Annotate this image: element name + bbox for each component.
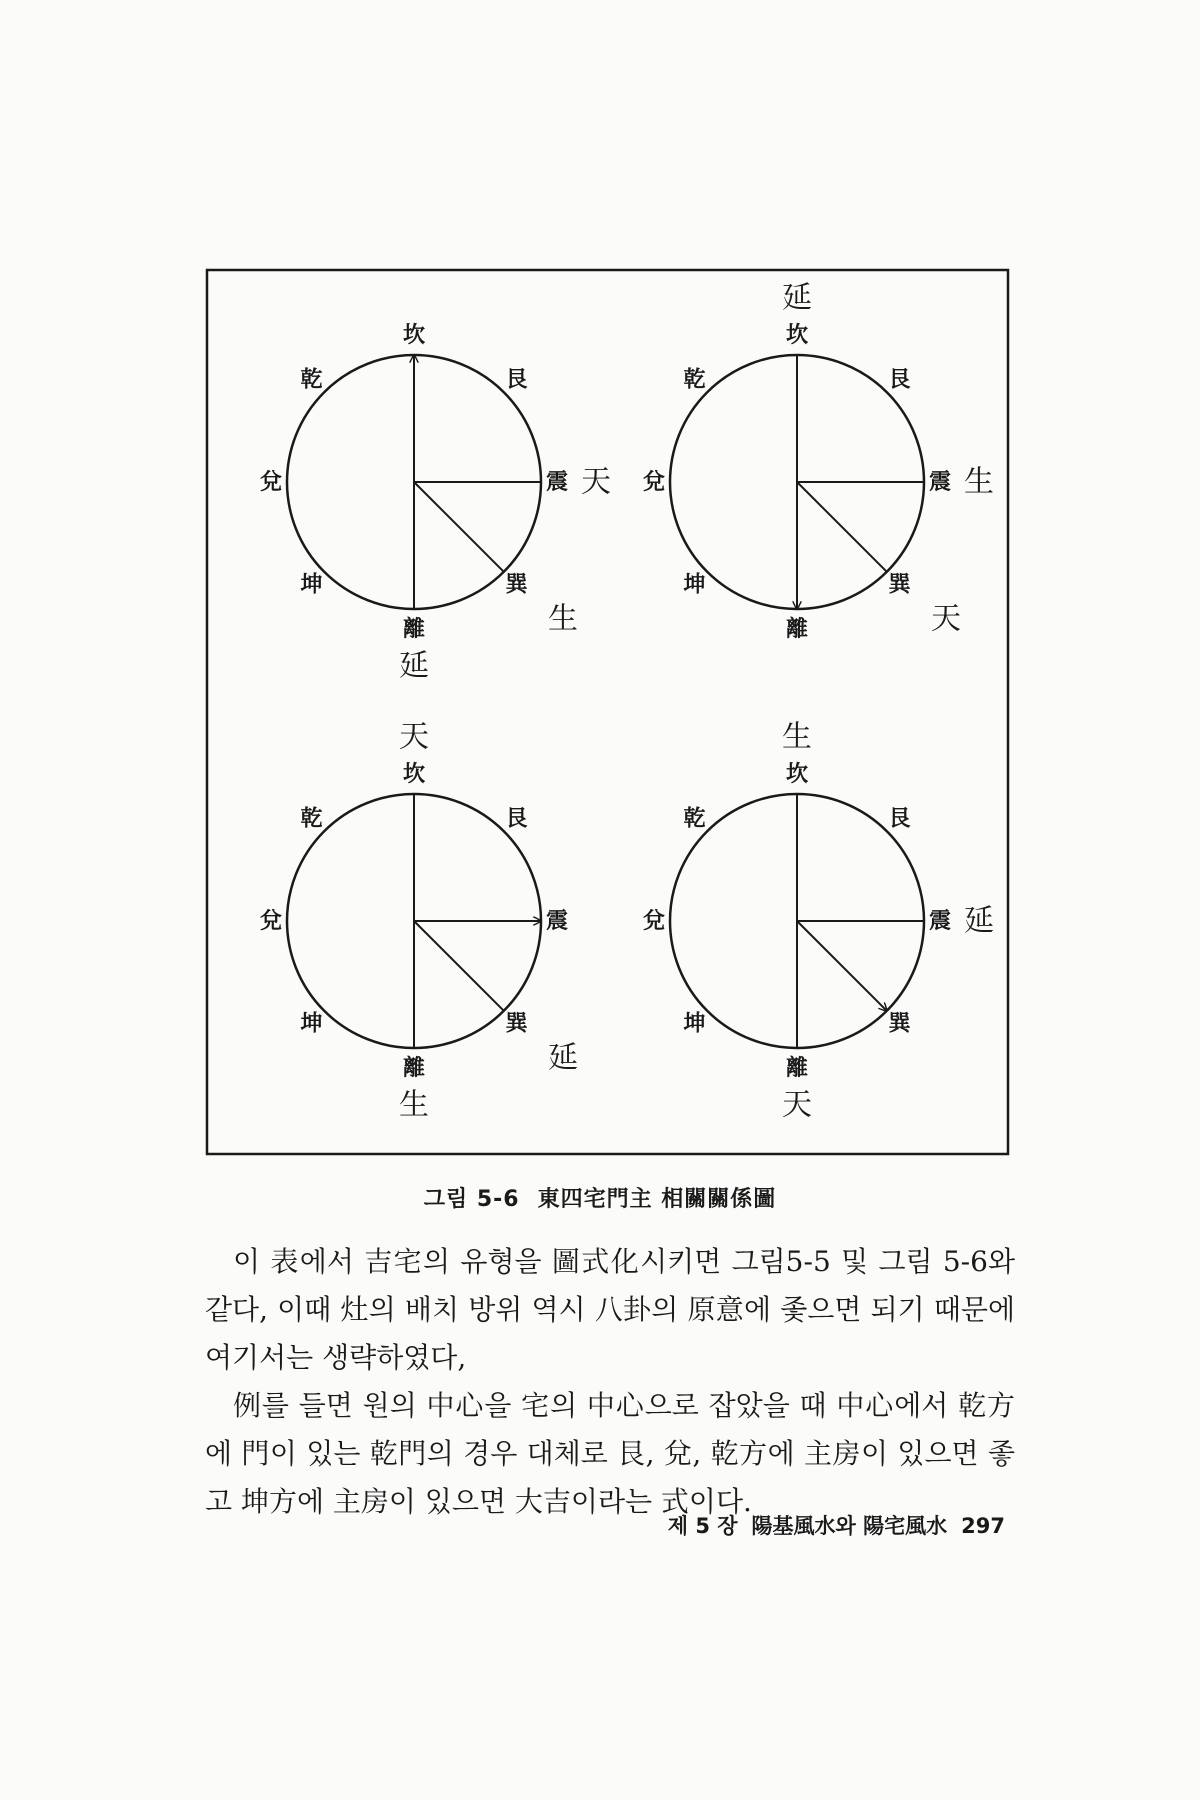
trigram-qian: 乾: [683, 366, 706, 393]
label-heaven: 天: [581, 464, 611, 500]
trigram-zhen: 震: [928, 469, 952, 495]
trigram-kan: 坎: [402, 761, 426, 787]
direction-line-southeast: [797, 482, 887, 572]
figure-diagram: [205, 268, 1010, 1156]
label-life: 生: [548, 601, 579, 637]
figure-caption: [0, 1182, 1200, 1213]
trigram-xun: 巽: [888, 571, 911, 598]
page-number: 297: [961, 1514, 1005, 1538]
figure: [205, 268, 1010, 1156]
trigram-kun: 坤: [300, 571, 323, 598]
trigram-zhen: 震: [545, 469, 569, 495]
trigram-qian: 乾: [300, 805, 323, 832]
trigram-li: 離: [785, 1055, 809, 1081]
trigram-kun: 坤: [300, 1010, 323, 1037]
trigram-dui: 兌: [259, 469, 283, 495]
label-longevity: 延: [782, 280, 812, 316]
trigram-qian: 乾: [683, 805, 706, 832]
trigram-xun: 巽: [888, 1010, 911, 1037]
trigram-gen: 艮: [505, 805, 528, 832]
compass-diagram-top-right: [643, 281, 994, 643]
trigram-zhen: 震: [928, 908, 952, 934]
body-text: [205, 1238, 1015, 1526]
trigram-dui: 兌: [642, 469, 666, 495]
trigram-li: 離: [402, 1055, 426, 1081]
trigram-dui: 兌: [642, 908, 666, 934]
trigram-xun: 巽: [505, 571, 528, 598]
trigram-li: 離: [402, 616, 426, 642]
label-longevity: 延: [399, 648, 429, 684]
page-footer: [620, 1510, 1005, 1540]
trigram-li: 離: [785, 616, 809, 642]
footer-chapter: 제 5 장: [667, 1514, 738, 1538]
trigram-kun: 坤: [683, 1010, 706, 1037]
label-heaven: 天: [782, 1087, 812, 1123]
paragraph-1: 이 表에서 吉宅의 유형을 圖式化시키면 그림5-5 및 그림 5-6와 같다, 이때 灶의 배치 방위 역시 八卦의 原意에 좇으면 되기 때문에 여기서는 생략하였다,: [205, 1245, 1015, 1374]
label-longevity: 延: [548, 1040, 579, 1076]
direction-line-southeast: [414, 482, 504, 572]
trigram-xun: 巽: [505, 1010, 528, 1037]
trigram-gen: 艮: [888, 366, 911, 393]
trigram-dui: 兌: [259, 908, 283, 934]
trigram-qian: 乾: [300, 366, 323, 393]
compass-diagram-bottom-left: [260, 720, 578, 1123]
trigram-gen: 艮: [505, 366, 528, 393]
direction-arrow-southeast: [797, 921, 887, 1011]
compass-diagram-top-left: [260, 322, 611, 684]
direction-line-southeast: [414, 921, 504, 1011]
label-heaven: 天: [399, 719, 429, 755]
label-heaven: 天: [931, 601, 962, 637]
trigram-kan: 坎: [785, 761, 809, 787]
caption-title: 東四宅門主 相關關係圖: [537, 1187, 777, 1212]
trigram-gen: 艮: [888, 805, 911, 832]
paragraph-2: 例를 들면 원의 中心을 宅의 中心으로 잡았을 때 中心에서 乾方에 門이 있는 乾門의 경우 대체로 艮, 兌, 乾方에 主房이 있으면 좋고 坤方에 主房이 있으면 大吉이라는 式이다.: [205, 1389, 1015, 1518]
trigram-zhen: 震: [545, 908, 569, 934]
trigram-kan: 坎: [785, 322, 809, 348]
compass-diagram-bottom-right: [643, 720, 994, 1123]
label-life: 生: [964, 464, 994, 500]
footer-title: 陽基風水와 陽宅風水: [751, 1514, 948, 1538]
caption-number: 그림 5-6: [423, 1187, 520, 1212]
trigram-kan: 坎: [402, 322, 426, 348]
label-longevity: 延: [964, 903, 994, 939]
trigram-kun: 坤: [683, 571, 706, 598]
label-life: 生: [782, 719, 812, 755]
label-life: 生: [399, 1087, 429, 1123]
